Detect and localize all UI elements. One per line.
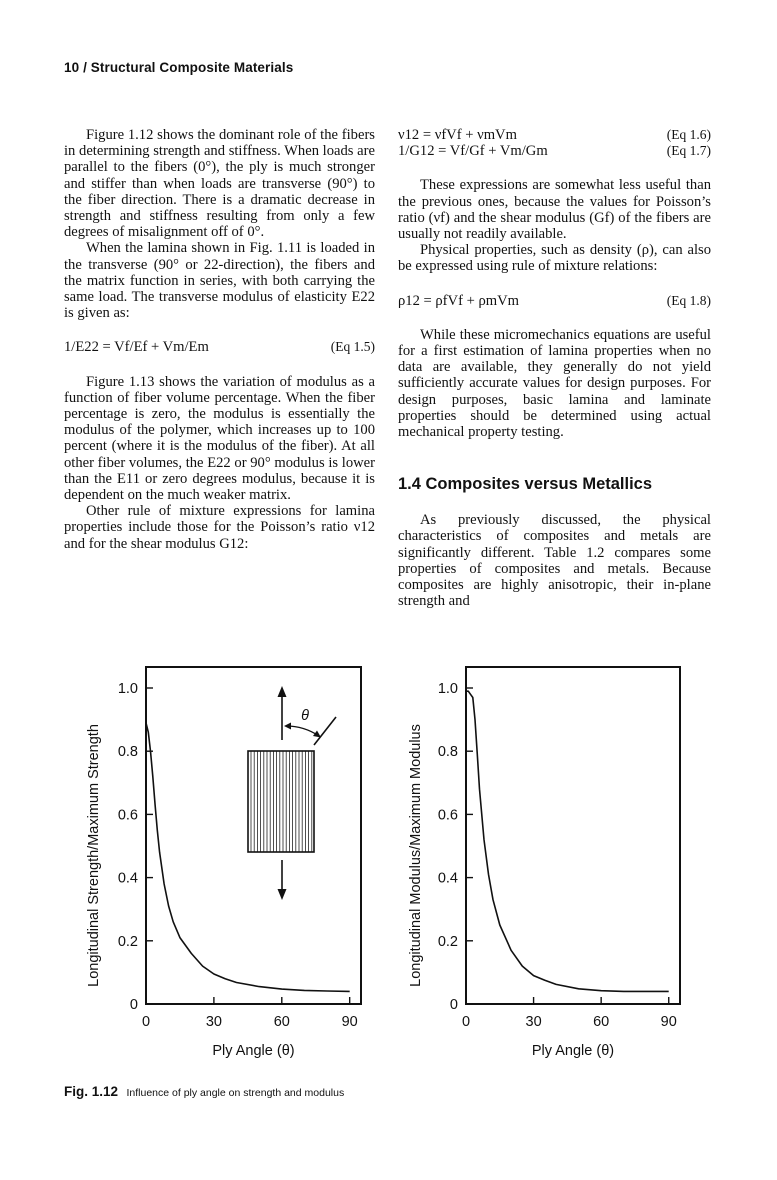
plot-frame [146, 667, 361, 1004]
strength-chart [86, 667, 361, 1059]
modulus-chart [408, 667, 680, 1059]
paragraph-figure-1-12: Figure 1.12 shows the dominant role of the fibers in determining strength and stiffness. When loads are parallel to the fibers (0°), the ply is much stronger and stiffer than when loads are transverse (90°) to the fiber direction. There is a dramatic decrease in strength and stiffness resulting from only a few degrees of misalignment off of 0°. [64, 127, 375, 241]
equation-1-8 [398, 293, 711, 309]
paragraph-transverse-loading: When the lamina shown in Fig. 1.11 is loaded in the transverse (90° or 22-direction), the fibers and the matrix function in series, with both carrying the same load. The transverse modulus of elasticity E22 is given as: [64, 240, 375, 322]
equation-tag: (Eq 1.7) [666, 143, 711, 159]
y-tick-label: 1.0 [437, 681, 458, 697]
x-tick-label: 60 [593, 1014, 610, 1030]
angle-theta-label: θ [301, 708, 309, 724]
equation-1-5 [64, 339, 375, 355]
plot-frame [466, 667, 680, 1004]
y-tick-label: 0.2 [117, 933, 138, 950]
y-tick-label: 0.8 [437, 744, 458, 761]
ply-outline [248, 751, 314, 852]
angle-arrowhead-left [284, 723, 291, 730]
x-tick-label: 0 [141, 1014, 151, 1030]
y-axis-label: Longitudinal Strength/Maximum Strength [86, 724, 102, 987]
fiber-direction-line [314, 717, 336, 745]
paragraph-rule-of-mixtures: Other rule of mixture expressions for lamina properties include those for the Poisson’s ratio ν12 and for the shear modulus G12: [64, 503, 375, 552]
series-line [146, 723, 350, 992]
paragraph-physical-properties: Physical properties, such as density (ρ), can also be expressed using rule of mixture relations: [398, 242, 711, 275]
y-tick-label: 0.6 [117, 807, 138, 824]
y-tick-label: 1.0 [117, 681, 138, 697]
y-tick-label: 0.2 [437, 933, 458, 950]
x-axis-label: Ply Angle (θ) [212, 1043, 295, 1059]
x-tick-label: 0 [461, 1014, 471, 1030]
equation-text: ν12 = νfVf + νmVm [398, 127, 517, 143]
arrowhead-up [278, 686, 287, 697]
paragraph-micromechanics: While these micromechanics equations are useful for a first estimation of lamina properties when no data are available, they generally do not yield sufficiently accurate values for design purposes. For design purposes, basic lamina and laminate properties should be determined using actual mechanical property testing. [398, 326, 711, 441]
y-tick-label: 0.8 [117, 744, 138, 761]
paragraph-less-useful: These expressions are somewhat less useful than the previous ones, because the values for Poisson’s ratio (νf) and the shear modulus (Gf) of the fibers are usually not readily available. [398, 177, 711, 243]
left-column [64, 127, 375, 552]
angle-arc [286, 726, 319, 736]
equation-tag: (Eq 1.5) [330, 339, 375, 355]
ply-inset-diagram [248, 686, 336, 900]
y-tick-label: 0.4 [437, 870, 458, 887]
arrowhead-down [278, 889, 287, 900]
x-axis-label: Ply Angle (θ) [531, 1043, 615, 1059]
equation-tag: (Eq 1.6) [666, 127, 711, 142]
x-tick-label: 30 [205, 1014, 222, 1030]
x-tick-label: 90 [341, 1014, 358, 1030]
series-line [466, 691, 669, 991]
y-tick-label: 0.4 [117, 870, 138, 887]
equation-1-7 [398, 143, 711, 159]
angle-arrowhead-right [313, 731, 321, 738]
y-tick-label: 0.6 [437, 807, 458, 824]
x-tick-label: 90 [660, 1014, 677, 1030]
equation-text: 1/E22 = Vf/Ef + Vm/Em [64, 339, 209, 356]
y-tick-label: 0 [129, 997, 138, 1013]
equation-text: ρ12 = ρfVf + ρmVm [398, 292, 519, 309]
equation-1-6 [398, 127, 711, 143]
paragraph-figure-1-13: Figure 1.13 shows the variation of modulus as a function of fiber volume percentage. When the fiber percentage is zero, the modulus is essentially the modulus of the polymer, which increases up to 100 percent (where it is the modulus of the fiber). At all other fiber volumes, the E22 or 90° modulus is lower than the E11 or zero degrees modulus, because it is dependent on the much weaker matrix. [64, 373, 375, 504]
equation-text: 1/G12 = Vf/Gf + Vm/Gm [398, 143, 548, 160]
section-heading: 1.4 Composites versus Metallics [398, 475, 653, 494]
figure-caption [64, 1083, 344, 1101]
figure-number: Fig. 1.12 [64, 1084, 119, 1099]
y-axis-label: Longitudinal Modulus/Maximum Modulus [408, 724, 424, 987]
right-column [398, 127, 711, 609]
page-header: 10 / Structural Composite Materials [64, 60, 294, 75]
x-tick-label: 60 [273, 1014, 290, 1030]
x-tick-label: 30 [525, 1014, 542, 1030]
ply-fiber-lines [251, 751, 312, 852]
paragraph-composites-vs-metals: As previously discussed, the physical characteristics of composites and metals are significantly different. Table 1.2 compares some properties of composites and metals. Because composites are highly anisotropic, their in-plane strength and [398, 512, 711, 610]
figure-caption-text: Influence of ply angle on strength and modulus [126, 1087, 345, 1099]
y-tick-label: 0 [449, 997, 458, 1013]
equation-tag: (Eq 1.8) [666, 292, 711, 308]
